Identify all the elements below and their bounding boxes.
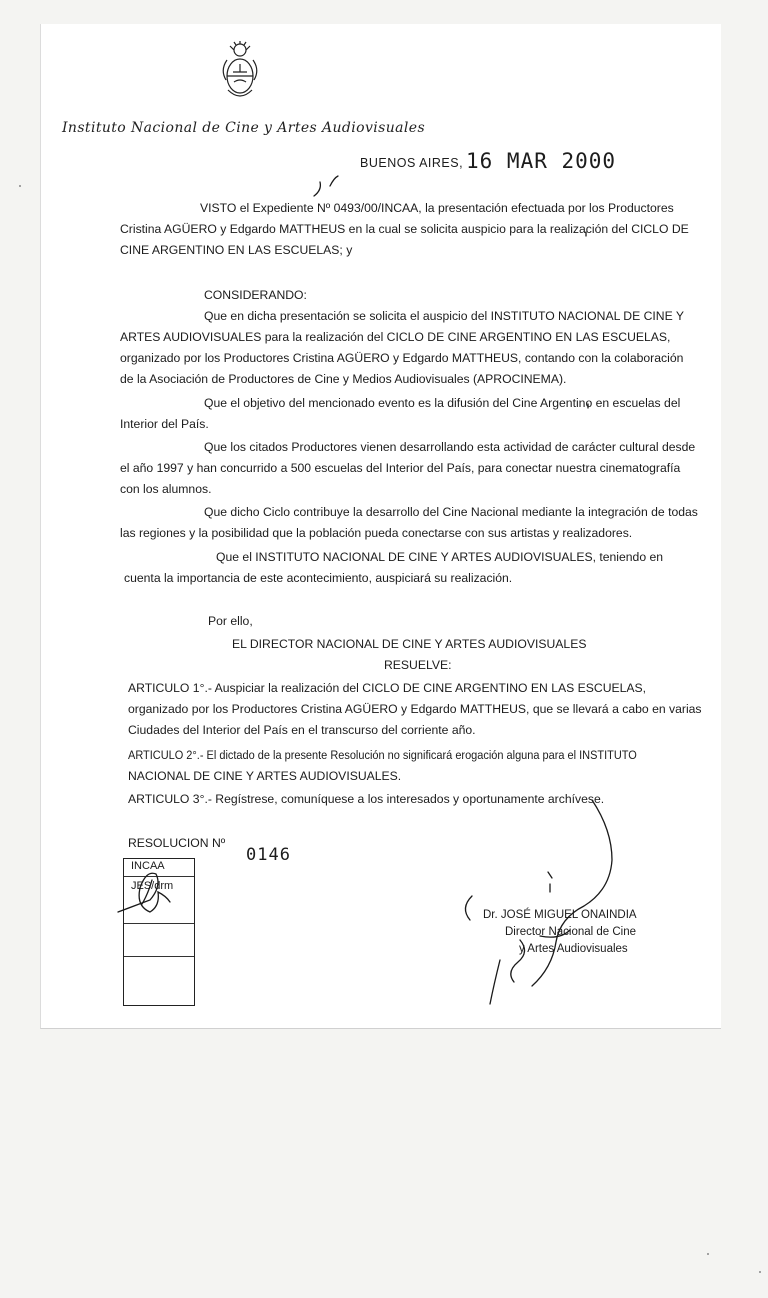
resolucion-number: 0146 (246, 845, 291, 865)
coat-of-arms-seal (218, 40, 262, 104)
visto-line: Cristina AGÜERO y Edgardo MATTHEUS en la cual se solicita auspicio para la realización del CICLO DE (120, 222, 689, 236)
considerando-line: Que el objetivo del mencionado evento es la difusión del Cine Argentino en escuelas del (204, 396, 681, 410)
considerando-line: Que el INSTITUTO NACIONAL DE CINE Y ARTES AUDIOVISUALES, teniendo en (216, 550, 664, 564)
visto-line: CINE ARGENTINO EN LAS ESCUELAS; y (120, 243, 353, 257)
director-heading: EL DIRECTOR NACIONAL DE CINE Y ARTES AUDIOVISUALES (232, 637, 587, 651)
box-label-incaa: INCAA (131, 860, 165, 872)
considerando-line: Que en dicha presentación se solicita el auspicio del INSTITUTO NACIONAL DE CINE Y (204, 309, 685, 323)
resuelve-heading: RESUELVE: (384, 658, 452, 672)
institute-letterhead: Instituto Nacional de Cine y Artes Audiovisuales (62, 120, 426, 136)
considerando-line: Que dicho Ciclo contribuye la desarrollo del Cine Nacional mediante la integración de todas (204, 505, 698, 519)
considerando-heading: CONSIDERANDO: (204, 288, 307, 302)
considerando-line: Interior del País. (120, 417, 209, 431)
considerando-line: ARTES AUDIOVISUALES para la realización del CICLO DE CINE ARGENTINO EN LAS ESCUELAS, (120, 330, 671, 344)
article-line: Ciudades del Interior del País en el transcurso del corriente año. (128, 723, 476, 737)
signatory-name: Dr. JOSÉ MIGUEL ONAINDIA (483, 909, 637, 921)
place-label: BUENOS AIRES, (360, 156, 464, 170)
signatory-title: y Artes Audiovisuales (519, 943, 628, 955)
article-2-text: ARTICULO 2°.- El dictado de la presente Resolución no significará erogación alguna para el INSTITUTO (128, 748, 637, 762)
por-ello: Por ello, (208, 614, 253, 628)
article-line (128, 745, 693, 766)
considerando-line: con los alumnos. (120, 482, 212, 496)
article-line: ARTICULO 3°.- Regístrese, comuníquese a los interesados y oportunamente archívese. (128, 792, 605, 806)
considerando-line: cuenta la importancia de este acontecimiento, auspiciará su realización. (124, 571, 513, 585)
article-line: organizado por los Productores Cristina AGÜERO y Edgardo MATTHEUS, que se llevará a cabo en varias (128, 702, 702, 716)
considerando-line: el año 1997 y han concurrido a 500 escuelas del Interior del País, para conectar nuestra cinematografía (120, 461, 681, 475)
considerando-line: las regiones y la posibilidad que la población pueda conectarse con sus artistas y realizadores. (120, 526, 633, 540)
resolucion-label: RESOLUCION Nº (128, 836, 226, 850)
signatory-title: Director Nacional de Cine (505, 926, 637, 938)
visto-line: VISTO el Expediente Nº 0493/00/INCAA, la presentación efectuada por los Productores (200, 201, 674, 215)
article-line: ARTICULO 1°.- Auspiciar la realización del CICLO DE CINE ARGENTINO EN LAS ESCUELAS, (128, 681, 647, 695)
date-stamp: 16 MAR 2000 (466, 149, 617, 173)
considerando-line: de la Asociación de Productores de Cine y Medios Audiovisuales (APROCINEMA). (120, 372, 567, 386)
box-label-initials: JES/drm (131, 880, 174, 892)
considerando-line: Que los citados Productores vienen desarrollando esta actividad de carácter cultural desde (204, 440, 696, 454)
article-line: NACIONAL DE CINE Y ARTES AUDIOVISUALES. (128, 769, 402, 783)
considerando-line: organizado por los Productores Cristina AGÜERO y Edgardo MATTHEUS, contando con la colaboración (120, 351, 684, 365)
